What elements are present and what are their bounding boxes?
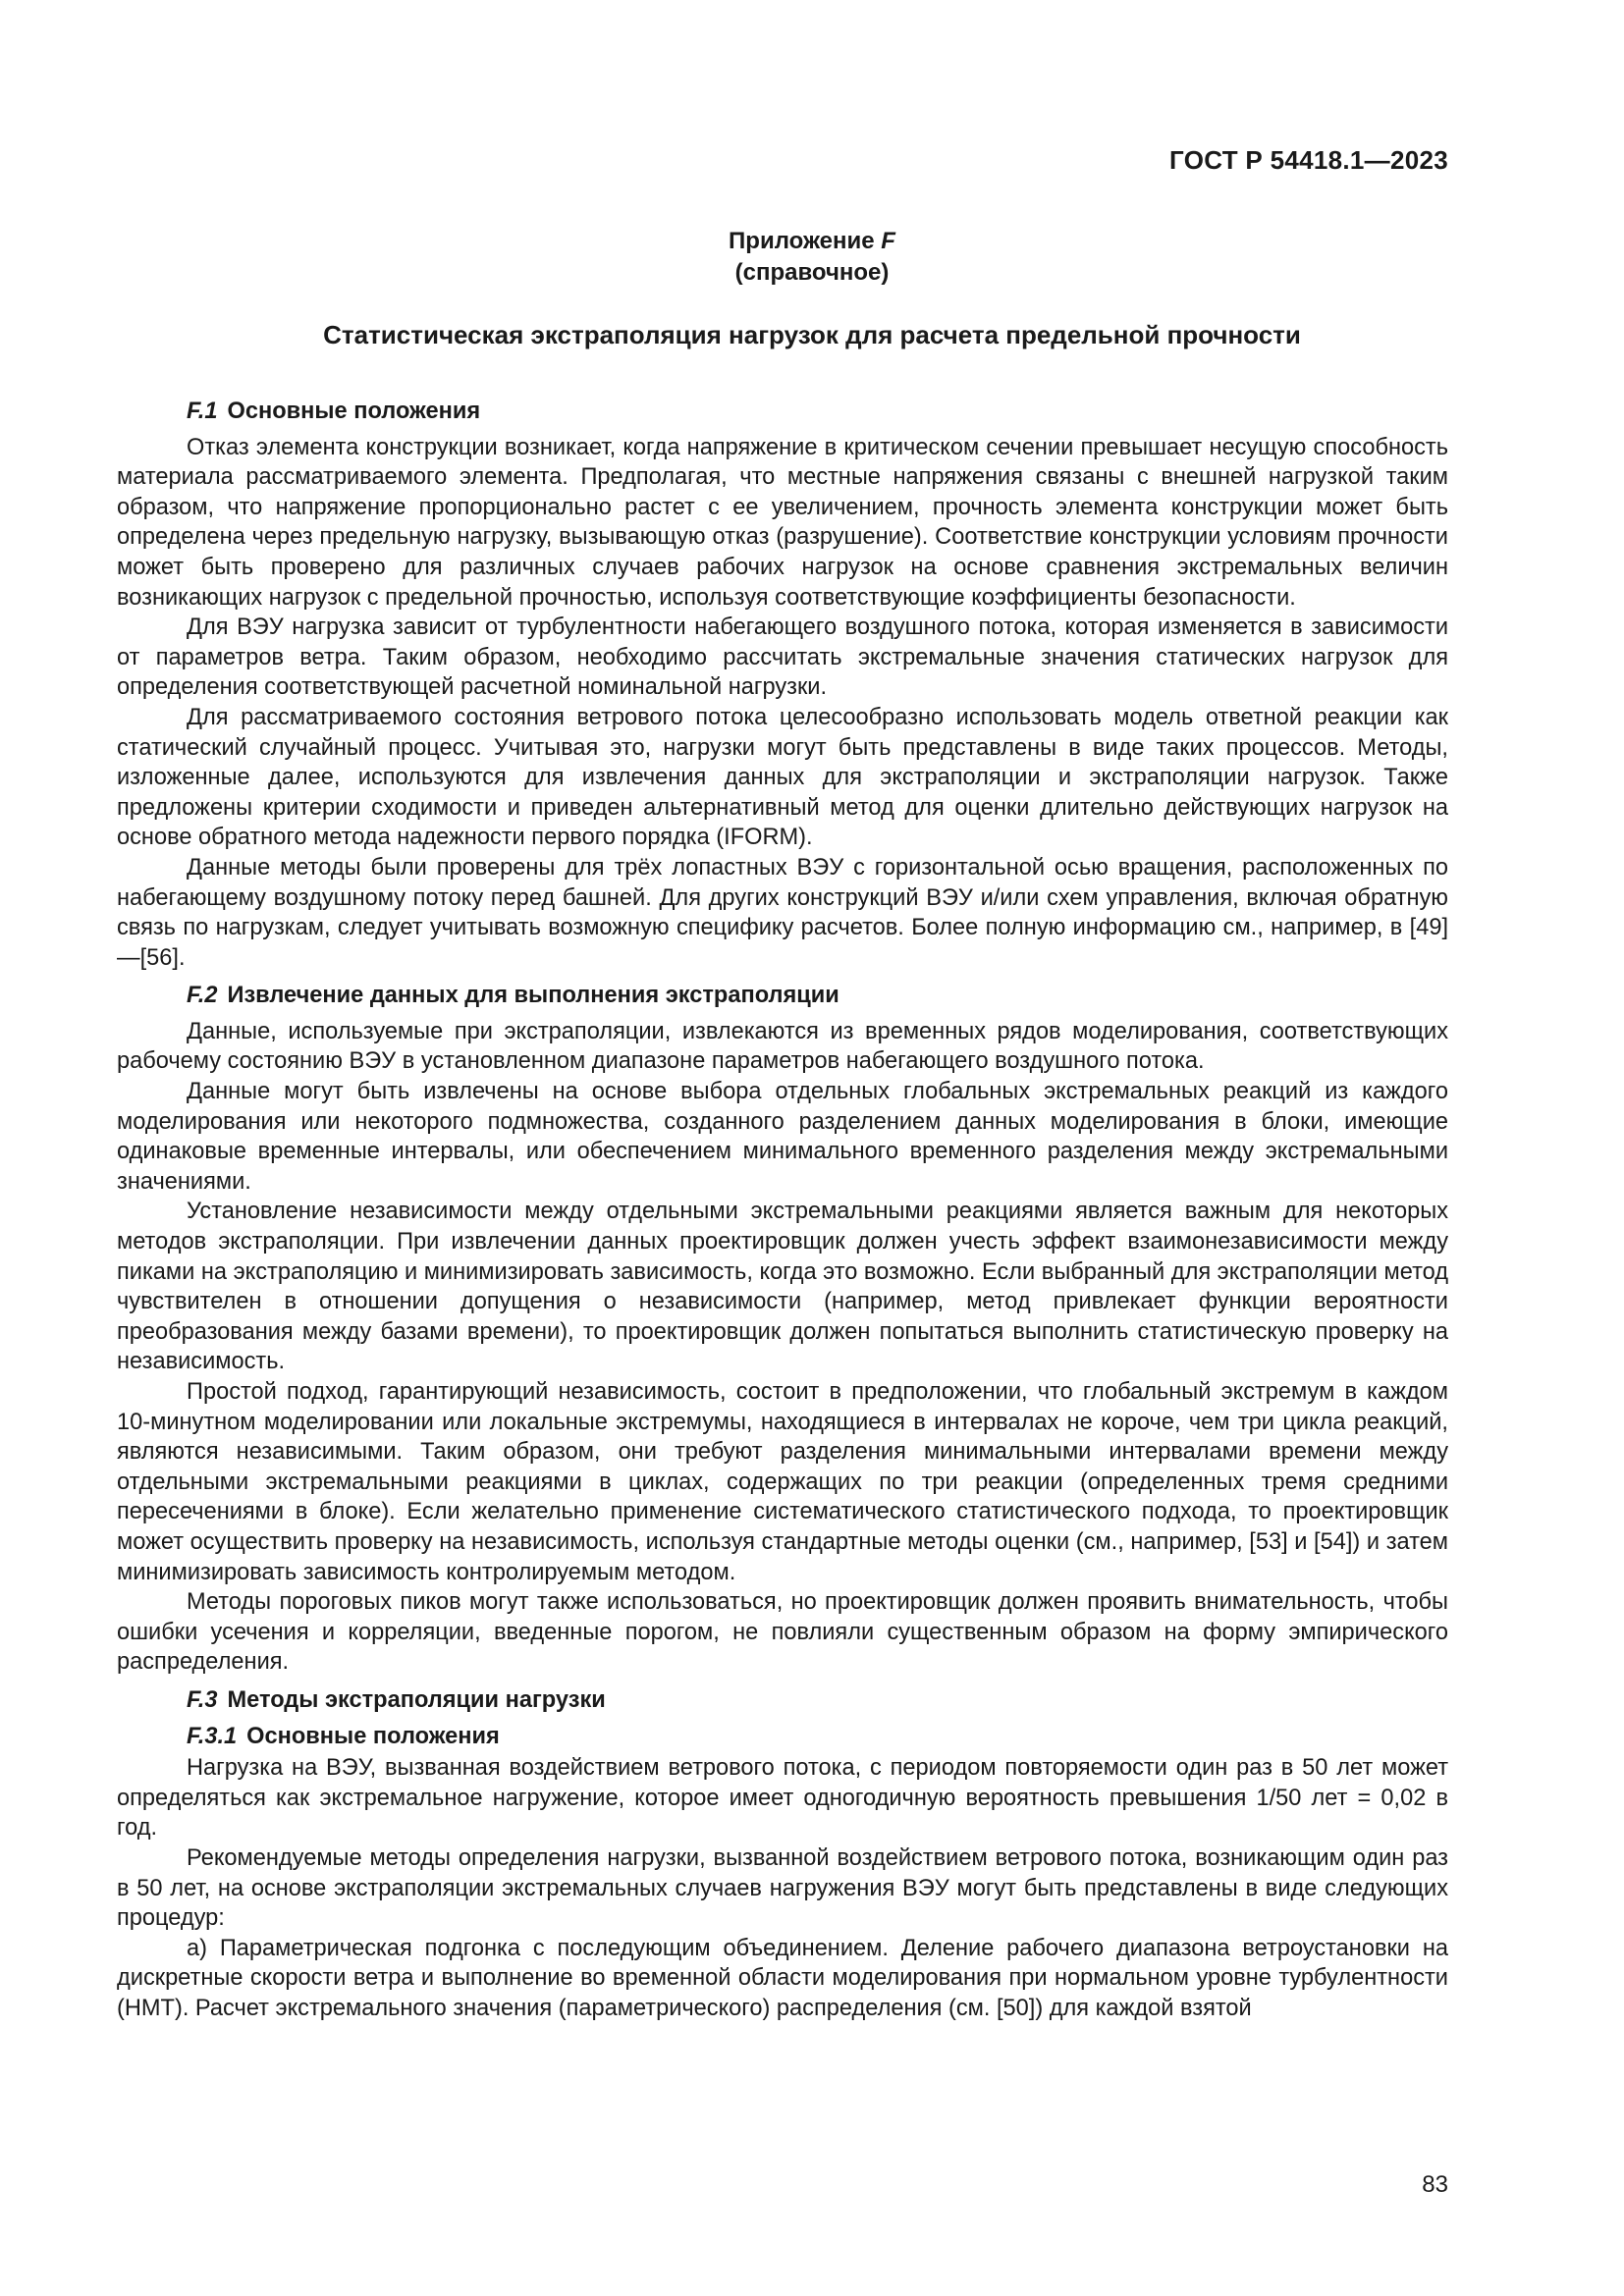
- annex-type: (справочное): [734, 259, 890, 286]
- section-heading-f2: [117, 981, 1448, 1011]
- section-title: Основные положения: [227, 399, 481, 424]
- paragraph: Простой подход, гарантирующий независимость, состоит в предположении, что глобальный экстремум в каждом 10-минутном моделировании или локальные экстремумы, находящиеся в интервалах не короче, чем три цикла реакций, являются независимыми. Таким образом, они требуют разделения минимальными интервалами времени между отдельными экстремальными реакциями в циклах, содержащих по три реакции (определенных тремя средними пересечениями в блоке). Если желательно применение систематического статистического подхода, то проектировщик может осуществить проверку на независимость, используя стандартные методы оценки (см., например, [53] и [54]) и затем минимизировать зависимость контролируемым методом.: [117, 1379, 1448, 1585]
- document-title: Статистическая экстраполяция нагрузок для расчета предельной прочности: [323, 320, 1301, 349]
- subsection-heading-f31: [117, 1722, 1448, 1752]
- paragraph: Рекомендуемые методы определения нагрузки, вызванной воздействием ветрового потока, возникающим один раз в 50 лет, на основе экстраполяции экстремальных случаев нагружения ВЭУ могут быть представлены в виде следующих процедур:: [117, 1844, 1448, 1932]
- paragraph: Для ВЭУ нагрузка зависит от турбулентности набегающего воздушного потока, которая изменяется в зависимости от параметров ветра. Таким образом, необходимо рассчитать экстремальные значения статических нагрузок для определения соответствующей расчетной номинальной нагрузки.: [117, 614, 1448, 701]
- section-number: F.2: [187, 983, 218, 1009]
- subsection-number: F.3.1: [187, 1723, 238, 1749]
- section-heading-f3: [117, 1685, 1448, 1716]
- paragraph: Данные, используемые при экстраполяции, извлекаются из временных рядов моделирования, соответствующих рабочему состоянию ВЭУ в установленном диапазоне параметров набегающего воздушного потока.: [117, 1018, 1448, 1075]
- paragraph: Данные методы были проверены для трёх лопастных ВЭУ с горизонтальной осью вращения, расположенных по набегающему воздушному потоку перед башней. Для других конструкций ВЭУ и/или схем управления, включая обратную связь по нагрузкам, следует учитывать возможную специфику расчетов. Более полную информацию см., например, в [49]—[56].: [117, 854, 1448, 971]
- document-code: ГОСТ Р 54418.1—2023: [1169, 145, 1448, 175]
- paragraph: Установление независимости между отдельными экстремальными реакциями является важным для некоторых методов экстраполяции. При извлечении данных проектировщик должен учесть эффект взаимонезависимости между пиками на экстраполяцию и минимизировать зависимость, когда это возможно. Если выбранный для экстраполяции метод чувствителен в отношении допущения о независимости (например, метод привлекает функции вероятности преобразования между базами времени), то проектировщик должен попытаться выполнить статистическую проверку на независимость.: [117, 1199, 1448, 1375]
- section-heading-f1: [117, 397, 1448, 427]
- annex-heading: [0, 226, 1624, 289]
- page-number: 83: [1422, 2171, 1448, 2198]
- annex-label-prefix: Приложение: [729, 228, 882, 254]
- subsection-title: Основные положения: [246, 1723, 500, 1749]
- paragraph: Данные могут быть извлечены на основе выбора отдельных глобальных экстремальных реакций из каждого моделирования или некоторого подмножества, созданного разделением данных моделирования в блоки, имеющие одинаковые временные интервалы, или обеспечением минимального временного разделения между экстремальными значениями.: [117, 1079, 1448, 1195]
- document-body: [117, 389, 1448, 2023]
- paragraph: Для рассматриваемого состояния ветрового потока целесообразно использовать модель ответной реакции как статический случайный процесс. Учитывая это, нагрузки могут быть представлены в виде таких процессов. Методы, изложенные далее, используются для извлечения данных для экстраполяции и экстраполяции нагрузок. Также предложены критерии сходимости и приведен альтернативный метод для оценки длительно действующих нагрузок на основе обратного метода надежности первого порядка (IFORM).: [117, 704, 1448, 851]
- annex-label: [0, 226, 1624, 257]
- section-title: Извлечение данных для выполнения экстраполяции: [227, 983, 839, 1009]
- section-number: F.3: [187, 1686, 218, 1713]
- paragraph: а) Параметрическая подгонка с последующим объединением. Деление рабочего диапазона ветроустановки на дискретные скорости ветра и выполнение во временной области моделирования при нормальном уровне турбулентности (НМТ). Расчет экстремального значения (параметрического) распределения (см. [50]) для каждой взятой: [117, 1935, 1448, 2021]
- section-number: F.1: [187, 399, 218, 424]
- paragraph: Отказ элемента конструкции возникает, когда напряжение в критическом сечении превышает несущую способность материала рассматриваемого элемента. Предполагая, что местные напряжения связаны с внешней нагрузкой таким образом, что напряжение пропорционально растет с ее увеличением, прочность элемента конструкции может быть определена через предельную нагрузку, вызывающую отказ (разрушение). Соответствие конструкции условиям прочности может быть проверено для различных случаев рабочих нагрузок на основе сравнения экстремальных величин возникающих нагрузок с предельной прочностью, используя соответствующие коэффициенты безопасности.: [117, 434, 1448, 611]
- paragraph: Нагрузка на ВЭУ, вызванная воздействием ветрового потока, с периодом повторяемости один раз в 50 лет может определяться как экстремальное нагружение, которое имеет одногодичную вероятность превышения 1/50 лет = 0,02 в год.: [117, 1755, 1448, 1842]
- section-title: Методы экстраполяции нагрузки: [227, 1686, 606, 1713]
- annex-letter: F: [881, 228, 895, 254]
- paragraph: Методы пороговых пиков могут также использоваться, но проектировщик должен проявить внимательность, чтобы ошибки усечения и корреляции, введенные порогом, не повлияли существенным образом на форму эмпирического распределения.: [117, 1589, 1448, 1676]
